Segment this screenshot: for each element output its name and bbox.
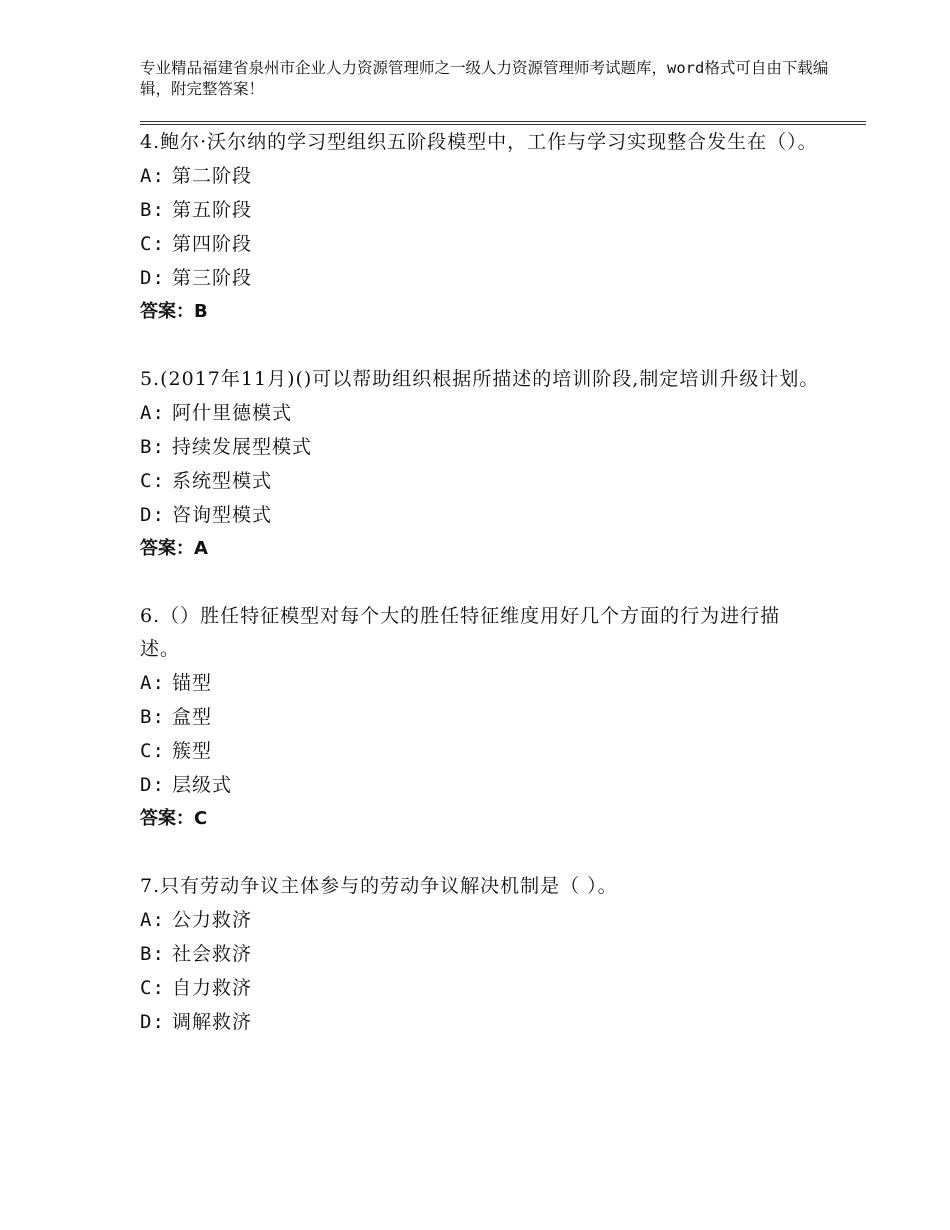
- option-text: 持续发展型模式: [171, 436, 312, 458]
- option-letter: A:: [140, 672, 165, 694]
- question-5: [140, 363, 820, 566]
- option-letter: C:: [140, 470, 165, 492]
- header-divider-bottom: [140, 124, 866, 125]
- option-letter: D:: [140, 1011, 165, 1033]
- option-letter: B:: [140, 199, 165, 221]
- option-a: [140, 903, 820, 937]
- option-a: [140, 159, 820, 193]
- option-b: [140, 193, 820, 227]
- option-text: 簇型: [171, 740, 212, 762]
- option-b: [140, 430, 820, 464]
- option-text: 第五阶段: [171, 199, 252, 221]
- option-letter: A:: [140, 165, 165, 187]
- option-text: 第二阶段: [171, 165, 252, 187]
- option-letter: A:: [140, 909, 165, 931]
- option-c: [140, 227, 820, 261]
- question-6: [140, 600, 820, 836]
- option-letter: C:: [140, 740, 165, 762]
- question-text: 7.只有劳动争议主体参与的劳动争议解决机制是（ ）。: [140, 875, 618, 897]
- option-letter: D:: [140, 267, 165, 289]
- question-text: 5.(2017年11月)()可以帮助组织根据所描述的培训阶段,制定培训升级计划。: [140, 368, 820, 390]
- option-text: 社会救济: [171, 943, 252, 965]
- option-text: 盒型: [171, 706, 212, 728]
- option-b: [140, 937, 820, 971]
- question-7: [140, 870, 820, 1039]
- option-text: 系统型模式: [171, 470, 272, 492]
- option-b: [140, 700, 820, 734]
- option-text: 层级式: [171, 774, 232, 796]
- option-d: [140, 261, 820, 295]
- option-letter: D:: [140, 774, 165, 796]
- option-text: 锚型: [171, 672, 212, 694]
- answer-value: C: [194, 808, 208, 829]
- option-text: 第四阶段: [171, 233, 252, 255]
- option-d: [140, 768, 820, 802]
- option-letter: D:: [140, 504, 165, 526]
- option-text: 第三阶段: [171, 267, 252, 289]
- answer-line: [140, 532, 820, 566]
- answer-label: 答案：: [140, 808, 194, 829]
- answer-value: A: [194, 538, 208, 559]
- option-a: [140, 666, 820, 700]
- answer-line: [140, 802, 820, 836]
- question-text: 6.（）胜任特征模型对每个大的胜任特征维度用好几个方面的行为进行描述。: [140, 605, 781, 660]
- answer-value: B: [194, 301, 208, 322]
- option-text: 咨询型模式: [171, 504, 272, 526]
- option-text: 阿什里德模式: [171, 402, 292, 424]
- option-letter: C:: [140, 233, 165, 255]
- option-letter: C:: [140, 977, 165, 999]
- question-4: [140, 126, 820, 329]
- option-letter: B:: [140, 706, 165, 728]
- option-text: 自力救济: [171, 977, 252, 999]
- document-title: 专业精品福建省泉州市企业人力资源管理师之一级人力资源管理师考试题库，word格式可自由下载编辑，附完整答案！: [140, 59, 829, 98]
- option-d: [140, 498, 820, 532]
- option-letter: B:: [140, 436, 165, 458]
- option-text: 调解救济: [171, 1011, 252, 1033]
- option-c: [140, 734, 820, 768]
- answer-line: [140, 295, 820, 329]
- question-text: 4.鲍尔·沃尔纳的学习型组织五阶段模型中，工作与学习实现整合发生在（）。: [140, 131, 818, 153]
- header-divider-top: [140, 121, 866, 122]
- question-list: [140, 126, 820, 1039]
- option-d: [140, 1005, 820, 1039]
- option-text: 公力救济: [171, 909, 252, 931]
- answer-label: 答案：: [140, 301, 194, 322]
- option-letter: B:: [140, 943, 165, 965]
- answer-label: 答案：: [140, 538, 194, 559]
- option-a: [140, 396, 820, 430]
- document-header: [140, 58, 830, 100]
- option-c: [140, 464, 820, 498]
- option-letter: A:: [140, 402, 165, 424]
- option-c: [140, 971, 820, 1005]
